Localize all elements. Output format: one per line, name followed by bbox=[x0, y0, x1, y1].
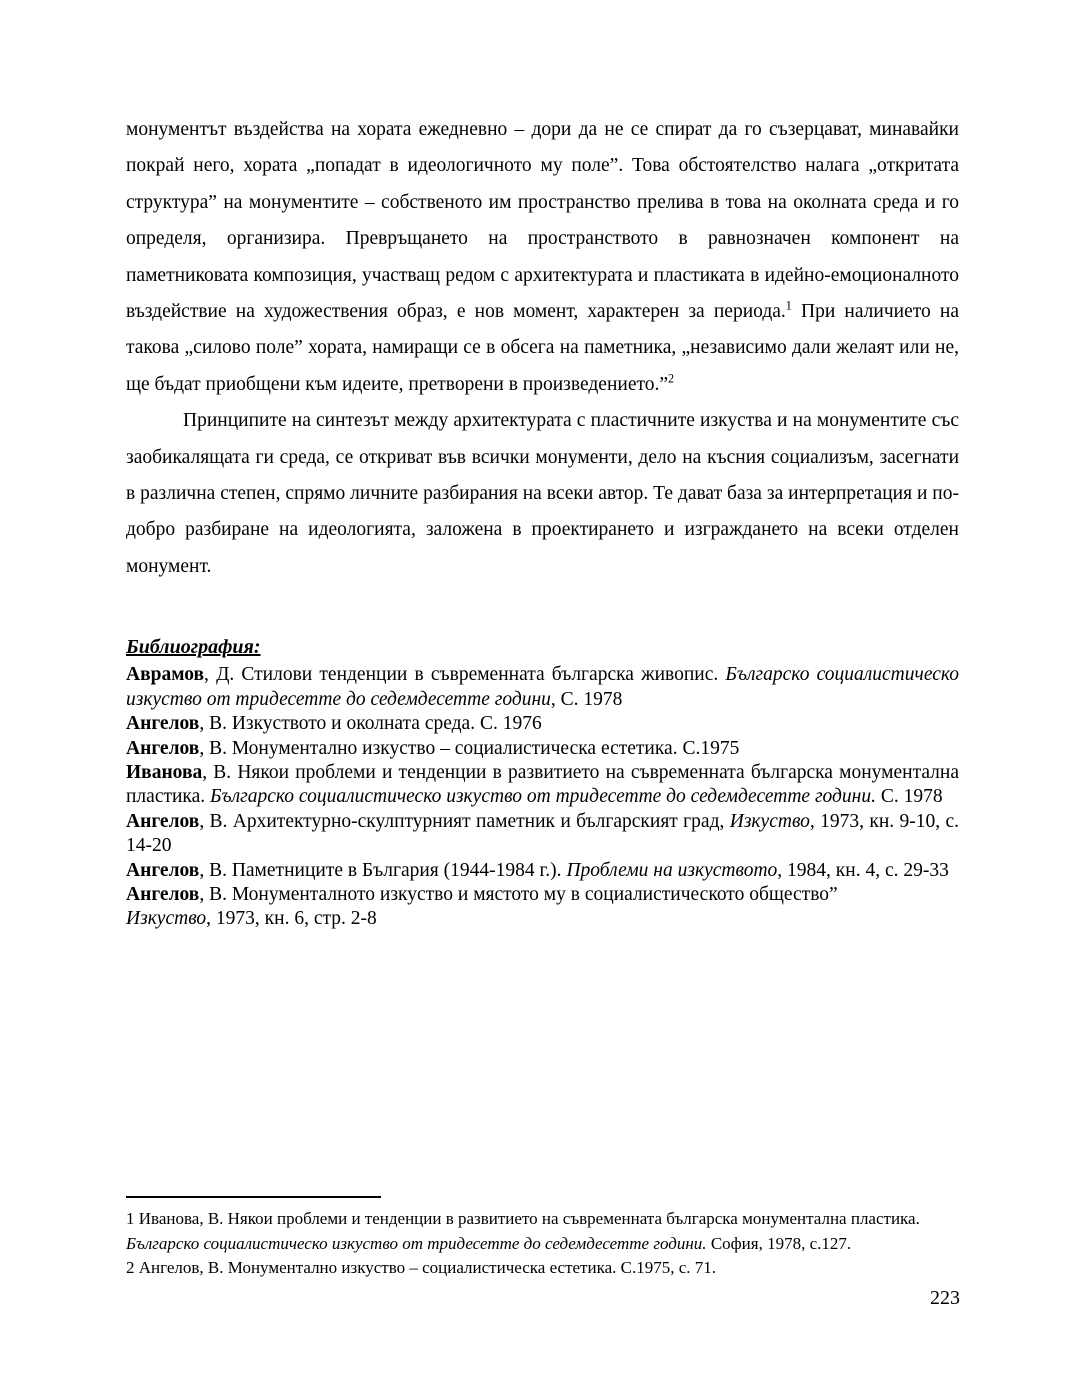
footnote-separator-rule bbox=[126, 1196, 381, 1198]
page-number: 223 bbox=[930, 1287, 960, 1309]
bibliography-entry: Ангелов, В. Монументалното изкуство и мястото му в социалистическото общество” Изкуство, 1973, кн. 6, стр. 2-8 bbox=[126, 883, 838, 930]
bibliography-entry: Аврамов, Д. Стилови тенденции в съвременната българска живопис. Българско социалистическо изкуство от тридесетте до седемдесетте години, С. 1978 bbox=[126, 664, 959, 710]
body-paragraph-1: монументът въздейства на хората ежедневно – дори да не се спират да го съзерцават, минавайки покрай него, хората „попадат в идеологичното му поле”. Това обстоятелство налага „откритата структура” на монументите – собственото им пространство прелива в това на околната среда и го определя, организира. Превръщането на пространството в равнозначен компонент на паметниковата композиция, участващ редом с архитектурата и пластиката в идейно-емоционалното въздействие на художествения образ, е нов момент, характерен за периода.$^1$ При наличието на такова „силово поле” хората, намиращи се в обсега на паметника, „независимо дали желаят или не, ще бъдат приобщени към идеите, претворени в произведението.”$^2$ bbox=[126, 119, 959, 395]
bibliography-entry: Ангелов, В. Архитектурно-скулптурният паметник и българският град, Изкуство, 1973, кн. 9-10, с. 14-20 bbox=[126, 810, 959, 857]
body-paragraph-2: Принципите на синтезът между архитектурата с пластичните изкуства и на монументите със заобикалящата ги среда, се откриват във всички монументи, дело на късния социализъм, засегнати в различна степен, спрямо личните разбирания на всеки автор. Те дават база за интерпретация и по-добро разбиране на идеологията, заложена в проектирането и изграждането на всеки отделен монумент. bbox=[126, 410, 959, 577]
footnote-1: 1 Иванова, В. Някои проблеми и тенденции в развитието на съвременната българска монументална пластика. Българско социалистическо изкуство от тридесетте до седемдесетте години. София, 1978, с.127. bbox=[126, 1209, 920, 1253]
bibliography-entry: Ангелов, В. Паметниците в България (1944-1984 г.). Проблеми на изкуството, 1984, кн. 4, с. 29-33 bbox=[126, 859, 949, 881]
bibliography-entry: Иванова, В. Някои проблеми и тенденции в развитието на съвременната българска монументална пластика. Българско социалистическо изкуство от тридесетте до седемдесетте години. С. 1978 bbox=[126, 761, 959, 808]
page-content bbox=[126, 112, 959, 932]
bibliography-entry: Ангелов, В. Изкуството и околната среда. С. 1976 bbox=[126, 713, 542, 735]
footnotes-section bbox=[126, 1196, 959, 1281]
bibliography-entry: Ангелов, В. Монументално изкуство – социалистическа естетика. С.1975 bbox=[126, 737, 740, 759]
footnote-2: 2 Ангелов, В. Монументално изкуство – социалистическа естетика. С.1975, с. 71. bbox=[126, 1258, 717, 1277]
bibliography-heading: Библиография: bbox=[126, 636, 261, 659]
